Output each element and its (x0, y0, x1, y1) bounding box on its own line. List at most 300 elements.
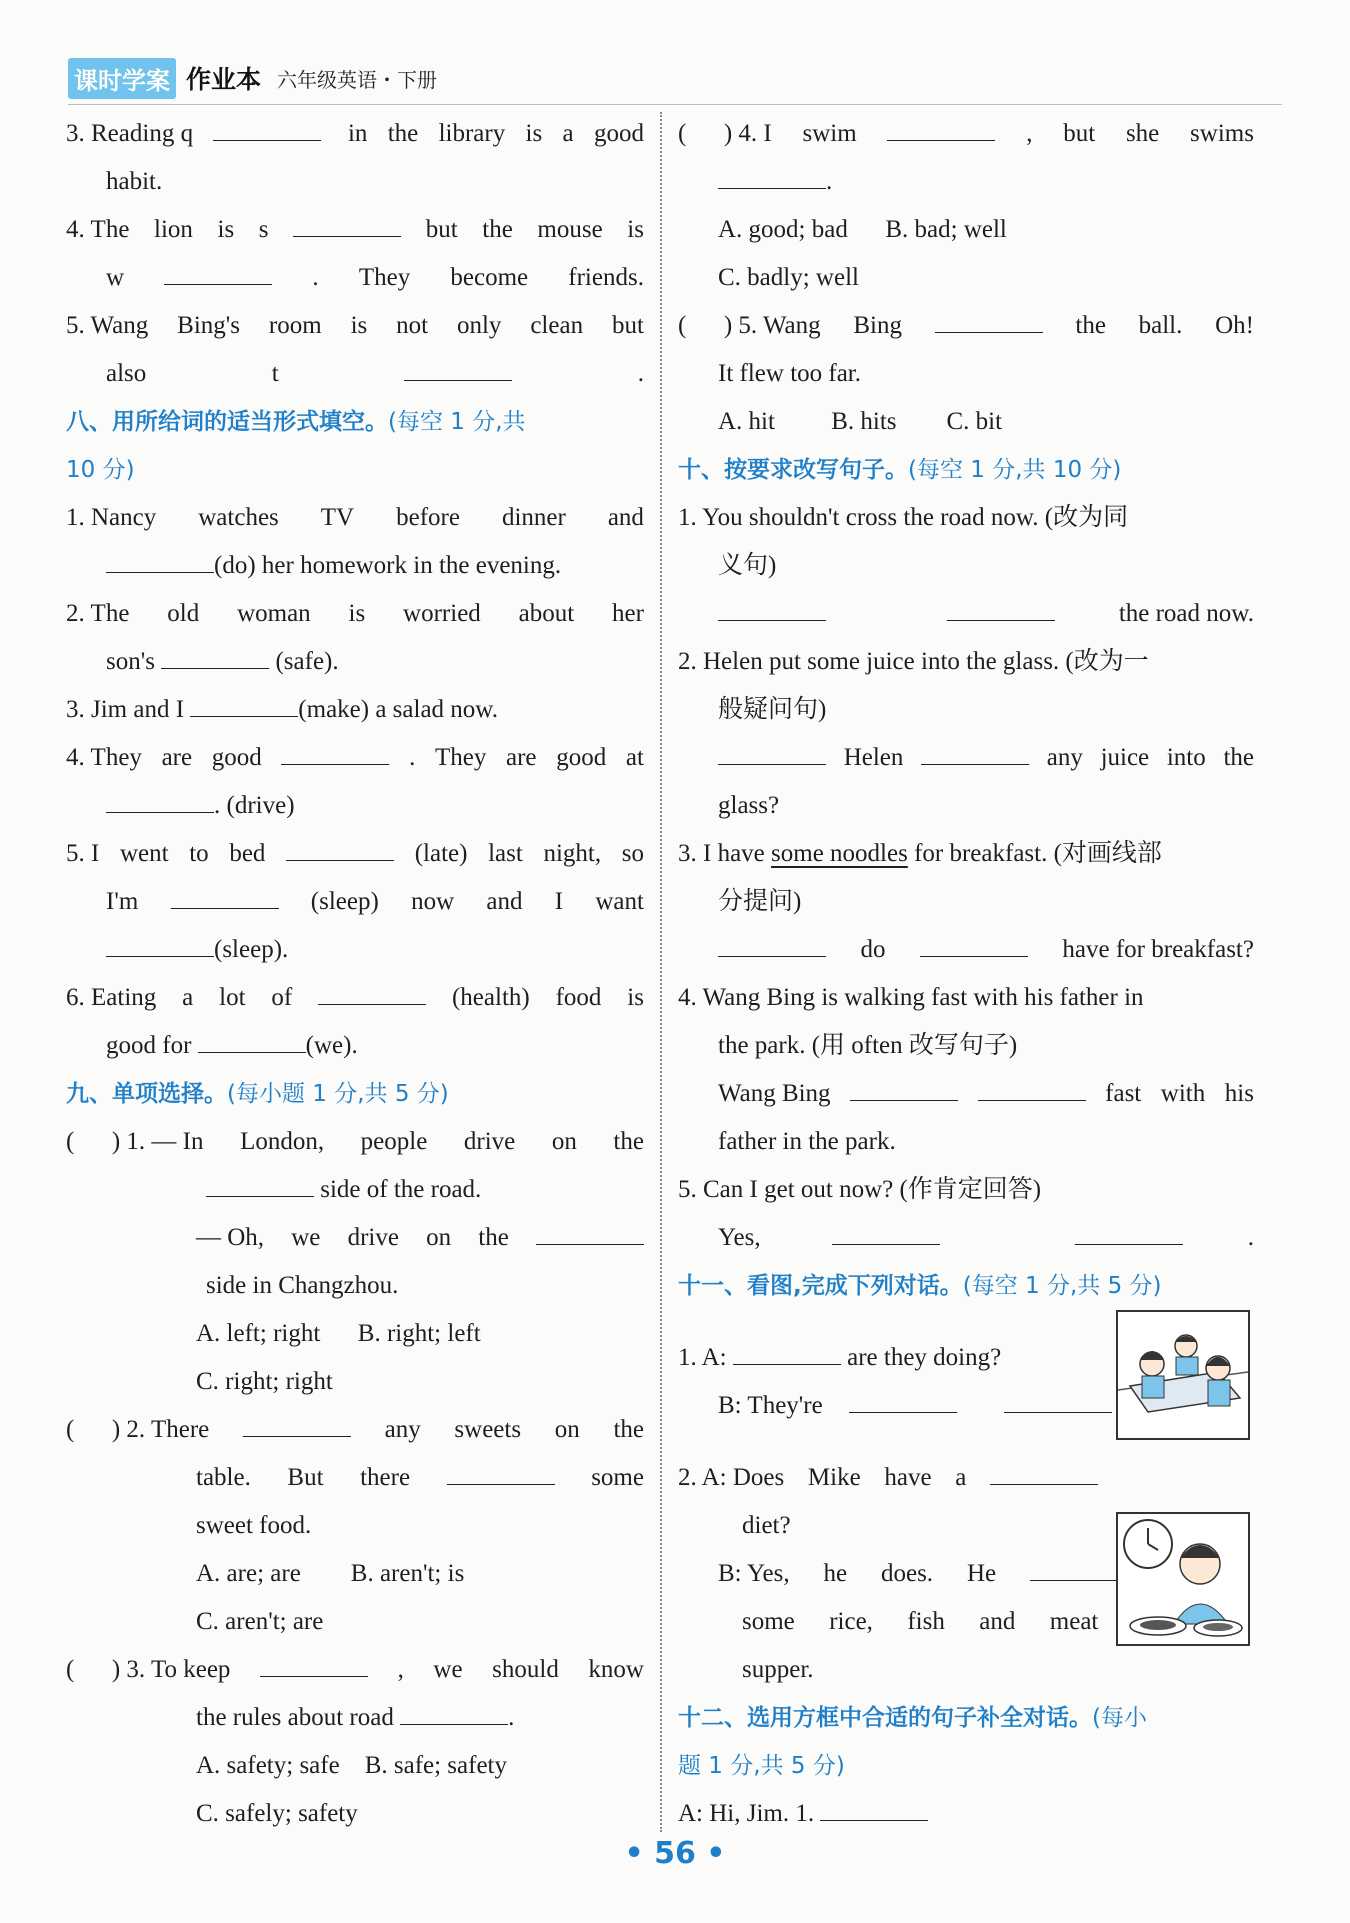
text-span: w (106, 264, 125, 291)
text-span: the (387, 120, 419, 147)
text-span: Bing's (177, 312, 240, 339)
text-line (678, 110, 1254, 158)
text-span: 4. The (66, 216, 130, 243)
text-span: 3. I have (678, 840, 772, 867)
text-line (66, 1502, 644, 1550)
section-title: 十一、看图,完成下列对话。 (678, 1273, 963, 1299)
text-span: . (826, 168, 833, 195)
answer-blank[interactable] (947, 590, 1055, 621)
text-span: know (588, 1656, 644, 1683)
text-span: his (1224, 1080, 1254, 1107)
text-span: diet? (742, 1512, 791, 1539)
section-heading (678, 1694, 1254, 1742)
text-span: dinner (501, 504, 566, 531)
text-span: on (551, 1128, 577, 1155)
answer-blank[interactable] (190, 686, 298, 717)
text-span: . (409, 744, 416, 771)
answer-blank[interactable] (832, 1214, 940, 1245)
answer-blank[interactable] (718, 734, 826, 765)
text-line (678, 206, 1254, 254)
answer-blank[interactable] (718, 590, 826, 621)
text-span: 4. Wang Bing is walking fast with his father in (678, 984, 1144, 1011)
text-span: London, (240, 1128, 325, 1155)
text-span: 5. I (66, 840, 100, 867)
text-line (66, 1358, 644, 1406)
text-line (678, 1166, 1254, 1214)
text-span: 5. Can I get out now? (作肯定回答) (678, 1176, 1042, 1203)
section-score: (每小题 1 分,共 5 分) (227, 1081, 449, 1107)
answer-blank[interactable] (733, 1334, 841, 1365)
text-span: Bing (853, 312, 902, 339)
text-span: on (554, 1416, 580, 1443)
text-span: , (1026, 120, 1033, 147)
text-span: does. (880, 1560, 934, 1587)
text-span: It flew too far. (718, 360, 862, 387)
text-span: I'm (106, 888, 139, 915)
text-line (66, 1742, 644, 1790)
section-score: (每小 (1092, 1705, 1147, 1731)
answer-blank[interactable] (213, 110, 321, 141)
text-span: Oh! (1215, 312, 1254, 339)
text-span: table. (196, 1464, 251, 1491)
answer-blank[interactable] (293, 206, 401, 237)
text-span: so (621, 840, 644, 867)
text-span: sweets (454, 1416, 522, 1443)
text-span: Helen (843, 744, 904, 771)
text-span: t (271, 360, 279, 387)
text-span: I (554, 888, 564, 915)
text-span: 分提问) (718, 888, 802, 915)
section-heading (66, 398, 644, 446)
text-span: is (350, 312, 368, 339)
text-line (678, 398, 1254, 446)
answer-blank[interactable] (1075, 1214, 1183, 1245)
text-span: (we). (305, 1032, 358, 1059)
text-span: C. safely; safety (196, 1800, 358, 1827)
text-span: swim (802, 120, 857, 147)
text-line (678, 926, 1254, 974)
text-span: A. good; bad B. bad; well (718, 216, 1007, 243)
text-span: Yes, (718, 1224, 767, 1251)
text-span: father in the park. (718, 1128, 896, 1155)
text-line (66, 1454, 644, 1502)
answer-blank[interactable] (164, 254, 272, 285)
text-line (66, 302, 644, 350)
text-span: ( ) 3. To keep (66, 1656, 231, 1683)
answer-blank[interactable] (281, 734, 389, 765)
text-span: A. are; are B. aren't; is (196, 1560, 465, 1587)
text-line (66, 350, 644, 398)
text-line (66, 926, 644, 974)
text-span: people (360, 1128, 428, 1155)
text-span: A. safety; safe B. safe; safety (196, 1752, 507, 1779)
text-span: of (271, 984, 293, 1011)
answer-blank[interactable] (171, 878, 279, 909)
text-span (883, 590, 889, 638)
text-span: (sleep) (310, 888, 379, 915)
text-span: bed (229, 840, 266, 867)
text-span: and (607, 504, 644, 531)
text-span: she (1125, 120, 1160, 147)
text-span: friends. (568, 264, 644, 291)
page-number: • 56 • (624, 1836, 726, 1871)
text-span: lion (154, 216, 193, 243)
text-span: have (884, 1464, 932, 1491)
text-span: (safe). (269, 648, 339, 675)
text-line (66, 734, 644, 782)
text-span: They (358, 264, 411, 291)
text-span: B: Yes, (718, 1560, 790, 1587)
text-span: for breakfast. (对画线部 (907, 840, 1162, 867)
text-span: sweet food. (196, 1512, 312, 1539)
text-span: . (637, 360, 644, 387)
picture-kids-at-table (1116, 1310, 1250, 1440)
text-span: the road now. (1112, 600, 1254, 627)
brand-label: 课时学案 (68, 58, 176, 99)
text-span: he (823, 1560, 848, 1587)
text-span: a (562, 120, 574, 147)
section-heading (678, 1262, 1254, 1310)
text-line (66, 1262, 644, 1310)
text-span: night, (543, 840, 602, 867)
text-line (66, 1166, 644, 1214)
text-span (977, 1382, 983, 1430)
text-span: clean (530, 312, 584, 339)
text-span: C. aren't; are (196, 1608, 324, 1635)
text-span: 4. They (66, 744, 142, 771)
answer-blank[interactable] (887, 110, 995, 141)
text-span: any (1046, 744, 1083, 771)
text-span: (sleep). (214, 936, 289, 963)
text-line (678, 974, 1254, 1022)
text-span: 义句) (718, 552, 777, 579)
text-line (678, 1214, 1254, 1262)
text-span: library (438, 120, 506, 147)
answer-blank[interactable] (850, 1070, 958, 1101)
answer-blank[interactable] (920, 926, 1028, 957)
text-line (678, 1550, 1138, 1598)
text-span: become (450, 264, 529, 291)
text-span: habit. (106, 168, 163, 195)
text-span: but (1063, 120, 1096, 147)
text-span: want (595, 888, 644, 915)
text-span: also (106, 360, 147, 387)
text-span: A. hit B. hits C. bit (718, 408, 1003, 435)
text-line (66, 590, 644, 638)
text-span: good (211, 744, 262, 771)
text-span: a (955, 1464, 967, 1491)
answer-blank[interactable] (1004, 1382, 1112, 1413)
text-span: there (360, 1464, 411, 1491)
answer-blank[interactable] (106, 542, 214, 573)
text-span: now (411, 888, 455, 915)
text-line (66, 638, 644, 686)
text-span: fish (907, 1608, 945, 1635)
text-line (678, 254, 1254, 302)
text-line (678, 1382, 1138, 1430)
picture-boy-eating (1116, 1512, 1250, 1646)
answer-blank[interactable] (286, 830, 394, 861)
text-span: (make) a salad now. (298, 696, 498, 723)
text-span: son's (106, 648, 162, 675)
text-span: on (426, 1224, 452, 1251)
text-span: the (1223, 744, 1254, 771)
text-line (66, 878, 644, 926)
text-span: in (341, 120, 368, 147)
text-span: only (456, 312, 502, 339)
text-span: ( ) 4. I (678, 120, 772, 147)
answer-blank[interactable] (260, 1646, 368, 1677)
text-span: is (525, 120, 543, 147)
text-span: we (291, 1224, 321, 1251)
text-span: old (167, 600, 200, 627)
answer-blank[interactable] (935, 302, 1043, 333)
answer-blank[interactable] (820, 1790, 928, 1821)
answer-blank[interactable] (921, 734, 1029, 765)
answer-blank[interactable] (400, 1694, 508, 1725)
text-span: They (434, 744, 487, 771)
section-score: (每空 1 分,共 (388, 409, 526, 435)
text-line (66, 1646, 644, 1694)
text-span: 1. Nancy (66, 504, 157, 531)
answer-blank[interactable] (447, 1454, 555, 1485)
text-span: drive (347, 1224, 399, 1251)
text-line (678, 1454, 1098, 1502)
text-span: ( ) 2. There (66, 1416, 210, 1443)
section-score: (每空 1 分,共 10 分) (908, 457, 1122, 483)
text-span: , (397, 1656, 404, 1683)
text-span: and (486, 888, 523, 915)
text-line (66, 1118, 644, 1166)
text-span: ball. (1138, 312, 1183, 339)
answer-blank[interactable] (978, 1070, 1086, 1101)
answer-blank[interactable] (990, 1454, 1098, 1485)
text-span: side in Changzhou. (206, 1272, 399, 1299)
text-span: 1. You shouldn't cross the road now. (改为同 (678, 504, 1129, 531)
text-span: . (508, 1704, 515, 1731)
answer-blank[interactable] (718, 158, 826, 189)
text-line (678, 638, 1254, 686)
answer-blank[interactable] (106, 926, 214, 957)
text-span: 5. Wang (66, 312, 149, 339)
text-span: is (217, 216, 235, 243)
text-line (66, 830, 644, 878)
section-heading (66, 446, 644, 494)
text-span: the rules about road (196, 1704, 401, 1731)
answer-blank[interactable] (318, 974, 426, 1005)
header-rule (68, 104, 1282, 105)
text-line (678, 686, 1254, 734)
page-header (68, 58, 437, 98)
text-line (66, 1022, 644, 1070)
text-span: s (258, 216, 269, 243)
text-line (678, 350, 1254, 398)
answer-blank[interactable] (404, 350, 512, 381)
text-span: the (613, 1128, 644, 1155)
text-span: 1. A: (678, 1344, 733, 1371)
text-span: glass? (718, 792, 780, 819)
answer-blank[interactable] (198, 1022, 306, 1053)
text-span: A: Hi, Jim. 1. (678, 1800, 821, 1827)
answer-blank[interactable] (206, 1166, 314, 1197)
column-divider (660, 112, 662, 1832)
text-line (66, 1790, 644, 1838)
text-span (1004, 1214, 1010, 1262)
text-span: with (1160, 1080, 1206, 1107)
text-span: but (611, 312, 644, 339)
text-span: are they doing? (840, 1344, 1002, 1371)
text-line (678, 1502, 1162, 1550)
text-line (66, 974, 644, 1022)
answer-blank[interactable] (536, 1214, 644, 1245)
answer-blank[interactable] (106, 782, 214, 813)
answer-blank[interactable] (849, 1382, 957, 1413)
section-score: 10 分) (66, 457, 135, 483)
answer-blank[interactable] (161, 638, 269, 669)
text-span: into (1166, 744, 1206, 771)
text-span: 2. Helen put some juice into the glass. (改为一 (678, 648, 1149, 675)
text-span: (late) (414, 840, 468, 867)
text-span: . (1247, 1224, 1254, 1251)
text-span: and (979, 1608, 1016, 1635)
section-title: 十二、选用方框中合适的句子补全对话。 (678, 1705, 1092, 1731)
text-span: should (492, 1656, 559, 1683)
section-score: (每空 1 分,共 5 分) (962, 1273, 1162, 1299)
text-line (678, 782, 1254, 830)
text-line (678, 158, 1254, 206)
text-line (678, 1070, 1254, 1118)
text-span: rice, (829, 1608, 873, 1635)
text-span: 3. Jim and I (66, 696, 191, 723)
text-span: — Oh, (196, 1224, 265, 1251)
text-span: fast (1105, 1080, 1142, 1107)
text-span: about (518, 600, 575, 627)
text-span: lot (219, 984, 246, 1011)
text-span: worried (403, 600, 481, 627)
text-span: but (425, 216, 458, 243)
text-line (66, 110, 644, 158)
text-line (66, 686, 644, 734)
text-span: . (312, 264, 319, 291)
text-span: juice (1100, 744, 1150, 771)
text-span: watches (198, 504, 279, 531)
text-line (66, 1214, 644, 1262)
text-span: some (591, 1464, 644, 1491)
section-score: 题 1 分,共 5 分) (678, 1753, 845, 1779)
text-span: a (182, 984, 194, 1011)
text-span: Mike (807, 1464, 861, 1491)
text-span: He (966, 1560, 997, 1587)
section-heading (678, 1742, 1254, 1790)
text-span: 2. A: Does (678, 1464, 785, 1491)
text-span: ( ) 5. Wang (678, 312, 821, 339)
text-line (678, 1022, 1254, 1070)
text-span: (health) (451, 984, 530, 1011)
text-span: good (556, 744, 607, 771)
text-span: not (396, 312, 429, 339)
text-span: swims (1190, 120, 1254, 147)
text-line (678, 494, 1254, 542)
text-line (66, 494, 644, 542)
text-span: at (625, 744, 644, 771)
text-span: (do) her homework in the evening. (214, 552, 562, 579)
text-span: are (161, 744, 193, 771)
text-span: side of the road. (314, 1176, 482, 1203)
text-span: But (287, 1464, 324, 1491)
text-line (678, 590, 1254, 638)
text-span: last (488, 840, 523, 867)
left-column (66, 110, 644, 1838)
answer-blank[interactable] (243, 1406, 351, 1437)
text-line (678, 542, 1254, 590)
text-line (66, 1598, 644, 1646)
text-span: is (627, 984, 644, 1011)
text-line (66, 1310, 644, 1358)
text-span: good for (106, 1032, 198, 1059)
section-title: 十、按要求改写句子。 (678, 457, 908, 483)
text-span: to (189, 840, 209, 867)
text-span: any (384, 1416, 421, 1443)
text-span: drive (463, 1128, 516, 1155)
text-span: room (268, 312, 322, 339)
text-span: 2. The (66, 600, 130, 627)
text-span: before (396, 504, 460, 531)
text-line (678, 1598, 1162, 1646)
text-line (66, 206, 644, 254)
text-span: woman (237, 600, 311, 627)
text-span: 般疑问句) (718, 696, 827, 723)
section-heading (678, 446, 1254, 494)
section-title: 八、用所给词的适当形式填空。 (66, 409, 388, 435)
text-span: A. left; right B. right; left (196, 1320, 481, 1347)
text-span: is (627, 216, 644, 243)
text-span: Wang Bing (718, 1080, 831, 1107)
text-line (678, 734, 1254, 782)
text-span: B: They're (718, 1392, 829, 1419)
text-span: meat (1049, 1608, 1099, 1635)
text-line (678, 1646, 1162, 1694)
text-span: 6. Eating (66, 984, 157, 1011)
text-span: TV (320, 504, 355, 531)
text-span: the (482, 216, 513, 243)
text-line (66, 254, 644, 302)
text-span: C. badly; well (718, 264, 859, 291)
book-label: 作业本 (186, 65, 262, 94)
text-line (678, 1334, 1098, 1382)
text-line (66, 1406, 644, 1454)
text-line (66, 1550, 644, 1598)
text-line (678, 1790, 1254, 1838)
text-span: 3. Reading q (66, 120, 194, 147)
text-line (678, 1118, 1254, 1166)
text-span: mouse (537, 216, 603, 243)
text-span: food (555, 984, 602, 1011)
text-span: some (742, 1608, 795, 1635)
section-heading (66, 1070, 644, 1118)
text-span: supper. (742, 1656, 814, 1683)
text-span: is (348, 600, 366, 627)
text-span: C. right; right (196, 1368, 333, 1395)
answer-blank[interactable] (718, 926, 826, 957)
text-span: . (drive) (214, 792, 295, 819)
section-title: 九、单项选择。 (66, 1081, 227, 1107)
text-line (66, 158, 644, 206)
text-span: do (854, 936, 892, 963)
text-line (66, 782, 644, 830)
text-line (678, 302, 1254, 350)
text-span: good (593, 120, 644, 147)
text-line (678, 830, 1254, 878)
